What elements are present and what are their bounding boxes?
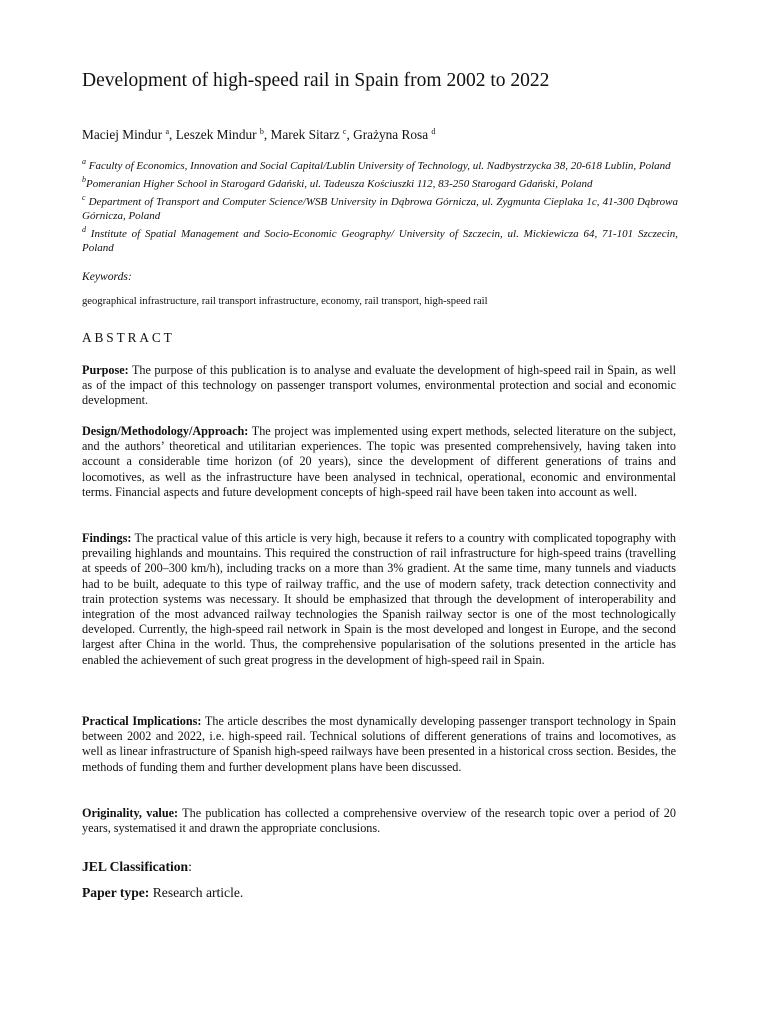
- abstract-originality: [82, 806, 676, 836]
- author-separator: ,: [169, 127, 176, 142]
- abstract-purpose-text: The purpose of this publication is to analyse and evaluate the development of high-speed rail in Spain, as well as of the impact of this technology on passenger transport volumes, environmental protection and social and economic development.: [82, 363, 676, 408]
- abstract-implications-text: The article describes the most dynamically developing passenger transport technology in Spain between 2002 and 2022, i.e. high-speed rail. Technical solutions of different generations of trains and locomotives, as well as linear infrastructure of Spanish high-speed railways have been presented in a historical cross section. Besides, the methods of funding them and further development plans have been discussed.: [82, 714, 676, 774]
- jel-label: JEL Classification: [82, 859, 189, 874]
- author-name: Maciej Mindur: [82, 127, 163, 142]
- abstract-originality-label: Originality, value:: [82, 806, 179, 820]
- author-affiliation-mark: c: [342, 127, 347, 136]
- author-affiliation-mark: a: [165, 127, 170, 136]
- abstract-purpose-label: Purpose:: [82, 363, 129, 377]
- keywords-text: geographical infrastructure, rail transport infrastructure, economy, rail transport, high-speed rail: [82, 296, 488, 307]
- author-affiliation-mark: b: [259, 127, 264, 136]
- author-separator: ,: [346, 127, 354, 142]
- paper-type-value: Research article.: [149, 885, 244, 900]
- abstract-originality-text: The publication has collected a comprehensive overview of the research topic over a period of 20 years, systematised it and drawn the appropriate conclusions.: [82, 806, 676, 836]
- abstract-findings: [82, 531, 676, 668]
- affiliation: [82, 155, 678, 173]
- affiliation-text: Faculty of Economics, Innovation and Social Capital/Lublin University of Technology, ul. Nadbystrzycka 38, 20-618 Lublin, Poland: [86, 160, 671, 172]
- author-name: Marek Sitarz: [270, 127, 340, 142]
- jel-classification: [82, 859, 192, 875]
- affiliation: [82, 173, 678, 191]
- paper-type: [82, 885, 243, 901]
- abstract-design-text: The project was implemented using expert methods, selected literature on the subject, and the authors’ theoretical and utilitarian experiences. The topic was presented comprehensively, having taken into account a considerable time horizon (of 20 years), since the development of different generations of trains and locomotives, as well as the infrastructure have been analysed in technical, operational, economic and environmental terms. Financial aspects and future development concepts of high-speed rail have been taken into account as well.: [82, 424, 676, 499]
- abstract-purpose: [82, 363, 676, 409]
- abstract-findings-text: The practical value of this article is very high, because it refers to a country with complicated topography with prevailing highlands and mountains. This required the construction of rail infrastructure for high-speed trains (travelling at speeds of 200–300 km/h), including tracks on a more than 3% gradient. At the same time, many tunnels and viaducts had to be built, adequate to this type of railway traffic, and the use of modern safety, track detection connectivity and train protection systems was necessary. It should be emphasized that through the development of interoperability and integration of the most advanced railway technologies the Spanish railway sector is one of the most technologically developed. Currently, the high-speed rail network in Spain is the most developed and longest in Europe, and the second largest after China in the world. Thus, the comprehensive popularisation of the solutions presented in the article has enabled the achievement of such great progress in the development of high-speed rail in Spain.: [82, 531, 676, 667]
- author-affiliation-mark: d: [431, 127, 436, 136]
- jel-colon: :: [188, 859, 192, 874]
- paper-type-label: Paper type:: [82, 885, 150, 900]
- abstract-implications: [82, 714, 676, 775]
- abstract-findings-label: Findings:: [82, 531, 132, 545]
- author-name: Grażyna Rosa: [353, 127, 429, 142]
- abstract-implications-label: Practical Implications:: [82, 714, 202, 728]
- author-separator: ,: [263, 127, 271, 142]
- affiliation-mark: a: [82, 157, 86, 166]
- keywords-label: Keywords:: [82, 270, 132, 283]
- abstract-design: [82, 424, 676, 500]
- abstract-heading: ABSTRACT: [82, 330, 175, 345]
- affiliation-text: Department of Transport and Computer Science/WSB University in Dąbrowa Górnicza, ul. Zygmunta Cieplaka 1c, 41-300 Dąbrowa Górnicza, Poland: [82, 196, 678, 222]
- author-name: Leszek Mindur: [175, 127, 257, 142]
- affiliation-list: [82, 155, 678, 255]
- affiliation-mark: b: [82, 175, 86, 184]
- paper-title: Development of high-speed rail in Spain from 2002 to 2022: [82, 70, 550, 91]
- author-list: [82, 124, 435, 143]
- affiliation-text: Pomeranian Higher School in Starogard Gdański, ul. Tadeusza Kościuszki 112, 83-250 Starogard Gdański, Poland: [86, 178, 593, 190]
- affiliation: [82, 191, 678, 223]
- affiliation-mark: c: [82, 193, 86, 202]
- affiliation: [82, 223, 678, 255]
- affiliation-mark: d: [82, 225, 86, 234]
- abstract-design-label: Design/Methodology/Approach:: [82, 424, 249, 438]
- affiliation-text: Institute of Spatial Management and Socio-Economic Geography/ University of Szczecin, ul. Mickiewicza 64, 71-101 Szczecin, Poland: [82, 228, 678, 254]
